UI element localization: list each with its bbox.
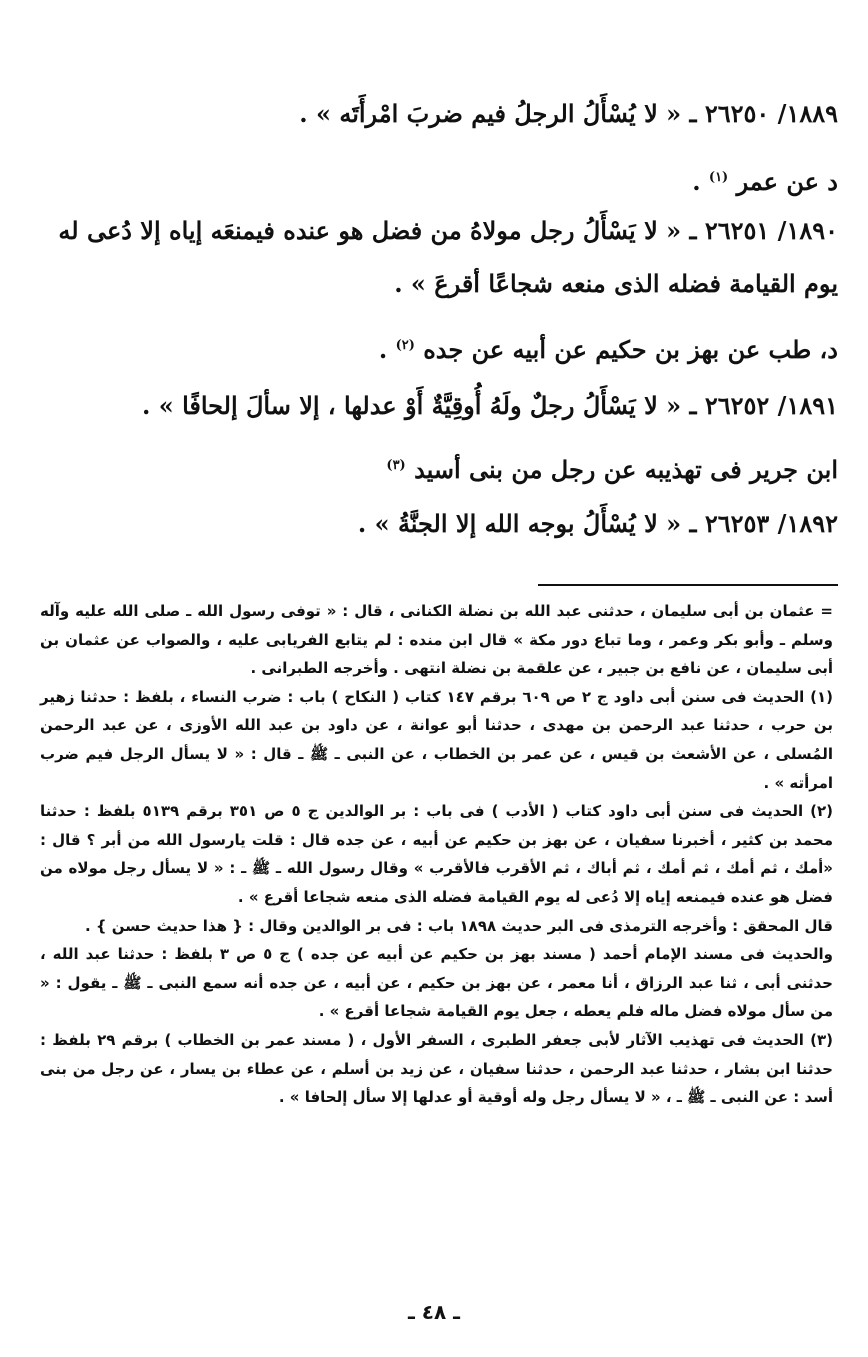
footnote-1: (١) الحديث فى سنن أبى داود ج ٢ ص ٦٠٩ برقم ١٤٧ كتاب ( النكاح ) باب : ضرب النساء ، بلفظ : حدثنا زهير بن حرب ، حدثنا عبد الرحمن بن مهدى ، حدثنا أبو عوانة ، عن داود بن عبد الله الأوزى ، عن عبد الرحمن المُسلى ، عن الأشعث بن قيس ، عن عمر بن الخطاب ، عن النبى ـ ﷺ ـ قال : « لا يسأل الرجل فيم ضرب امرأته » .: [40, 687, 833, 792]
source-end: .: [378, 335, 388, 364]
footnote-ref-1: (١): [708, 170, 729, 185]
hadith-1891-source: [20, 450, 838, 486]
hadith-1890-line1: ١٨٩٠/ ٢٦٢٥١ ـ « لا يَسْأَلُ رجل مولاهُ من فضل هو عنده فيمنعَه إياه إلا دُعى له: [58, 216, 838, 245]
footnote-2-extra: والحديث فى مسند الإمام أحمد ( مسند بهز بن حكيم عن أبيه عن جده ) ج ٥ ص ٣ بلفظ : حدثنا عبد الله ، حدثنى أبى ، ثنا عبد الرزاق ، أنا معمر ، عن بهز بن حكيم ، عن أبيه ، عن جده أنه سمع النبى ـ ﷺ ـ يقول : « من سأل مولاه فضل ماله فلم يعطه ، جعل يوم القيامة شجاعا أقرع » .: [40, 945, 833, 1021]
footnote-continuation: = عثمان بن أبى سليمان ، حدثنى عبد الله بن نضلة الكنانى ، قال : « توفى رسول الله ـ صلى الله عليه وآله وسلم ـ وأبو بكر وعمر ، وما تباع دور مكة » قال ابن منده : لم يتابع الفريابى عليه ، والصواب عن عثمان بن أبى سليمان ، عن نافع بن جبير ، عن علقمة بن نضلة انتهى . وأخرجه الطبرانى .: [40, 602, 833, 678]
footnote-2-verifier: قال المحقق : وأخرجه الترمذى فى البر حديث ١٨٩٨ باب : فى بر الوالدين وقال : { هذا حديث حسن } .: [84, 916, 833, 935]
source-text: د عن عمر: [736, 167, 838, 196]
footnote-ref-3: (٣): [386, 458, 406, 473]
source-text: ابن جرير فى تهذيبه عن رجل من بنى أسيد: [414, 455, 838, 484]
hadith-1889-source: [20, 162, 838, 198]
hadith-1892: ١٨٩٢/ ٢٦٢٥٣ ـ « لا يُسْأَلُ بوجه الله إلا الجنَّةُ » .: [357, 509, 838, 538]
source-end: .: [692, 167, 701, 196]
hadith-1890-line2: يوم القيامة فضله الذى منعه شجاعًا أقرعَ » .: [394, 269, 838, 298]
footnote-separator: [538, 584, 838, 586]
source-text: د، طب عن بهز بن حكيم عن أبيه عن جده: [423, 335, 838, 364]
footnote-2: (٢) الحديث فى سنن أبى داود كتاب ( الأدب ) فى باب : بر الوالدين ج ٥ ص ٣٥١ برقم ٥١٣٩ بلفظ : حدثنا محمد بن كثير ، أخبرنا سفيان ، عن بهز بن حكيم عن أبيه ، عن جده قال : قلت يارسول الله من أبر ؟ قال : «أمك ، ثم أمك ، ثم أمك ، ثم أباك ، ثم الأقرب فالأقرب » وقال رسول الله ـ ﷺ ـ : « لا يسأل رجل مولاه من فضل هو عنده فيمنعه إياه إلا دُعى له يوم القيامة فضله الذى منعه شجاعا أقرع » .: [40, 802, 833, 906]
footnote-3: (٣) الحديث فى تهذيب الآثار لأبى جعفر الطبرى ، السفر الأول ، ( مسند عمر بن الخطاب ) برقم ٢٩ بلفظ : حدثنا ابن بشار ، حدثنا عبد الرحمن ، حدثنا سفيان ، عن زيد بن أسلم ، عن عطاء بن يسار ، عن رجل من بنى أسد : عن النبى ـ ﷺ ـ ، « لا يسأل رجل وله أوقية أو عدلها إلا سأل إلحافا » .: [40, 1030, 834, 1107]
footnotes: [40, 597, 833, 1112]
page-number: ـ ٤٨ ـ: [407, 1300, 461, 1324]
hadith-1889: ١٨٨٩/ ٢٦٢٥٠ ـ « لا يُسْأَلُ الرجلُ فيم ضربَ امْرأَتَه » .: [299, 99, 838, 128]
footnote-ref-2: (٢): [395, 338, 415, 353]
hadith-1890-source: [20, 330, 838, 366]
hadith-1891: ١٨٩١/ ٢٦٢٥٢ ـ « لا يَسْأَلُ رجلٌ ولَهُ أُوقِيَّةٌ أَوْ عدلها ، إلا سألَ إلحافًا » .: [142, 391, 838, 420]
